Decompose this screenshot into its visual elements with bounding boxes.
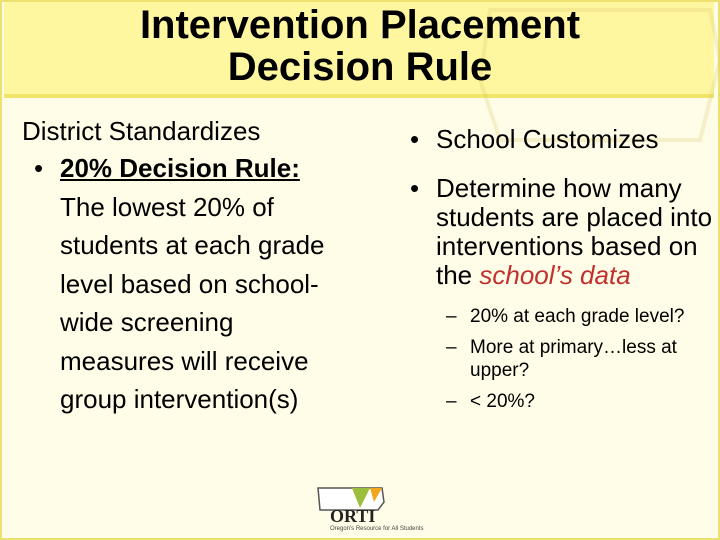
sub-item	[446, 305, 720, 328]
right-bullet	[410, 174, 720, 290]
sub-item-text: 20% at each grade level?	[470, 306, 685, 327]
slide-title	[0, 4, 720, 88]
title-line-1: Intervention Placement	[139, 3, 581, 47]
decision-rule-text: The lowest 20% of students at each grade level based on school-wide screening measures will receive group intervention(s)	[60, 191, 325, 414]
sub-item	[446, 336, 720, 382]
bullet-dot: •	[34, 153, 44, 183]
bullet-dot: •	[410, 173, 420, 203]
sub-item	[446, 390, 720, 413]
sub-item-text: < 20%?	[470, 391, 535, 412]
title-line-2: Decision Rule	[227, 45, 493, 89]
sub-item-text: More at primary…less at upper?	[470, 337, 677, 381]
logo-subtext: Oregon's Resource for All Students	[330, 526, 424, 532]
orti-logo	[290, 480, 424, 540]
logo-text: ORTI	[330, 506, 376, 526]
dash-marker: –	[446, 337, 457, 358]
right-heading	[410, 122, 720, 156]
right-heading-text: School Customizes	[436, 124, 659, 154]
dash-marker: –	[446, 391, 457, 412]
left-heading: District Standardizes	[22, 116, 261, 146]
left-bullet	[22, 149, 342, 419]
right-bullet-text: Determine how many students are placed into interventions based on the	[436, 173, 713, 290]
left-column	[22, 116, 342, 419]
decision-rule-label: 20% Decision Rule:	[60, 153, 300, 183]
dash-marker: –	[446, 306, 457, 327]
school-data-emphasis: school’s data	[479, 260, 631, 290]
sub-item-list	[446, 305, 720, 413]
right-column	[410, 122, 720, 421]
bullet-dot: •	[410, 124, 420, 154]
